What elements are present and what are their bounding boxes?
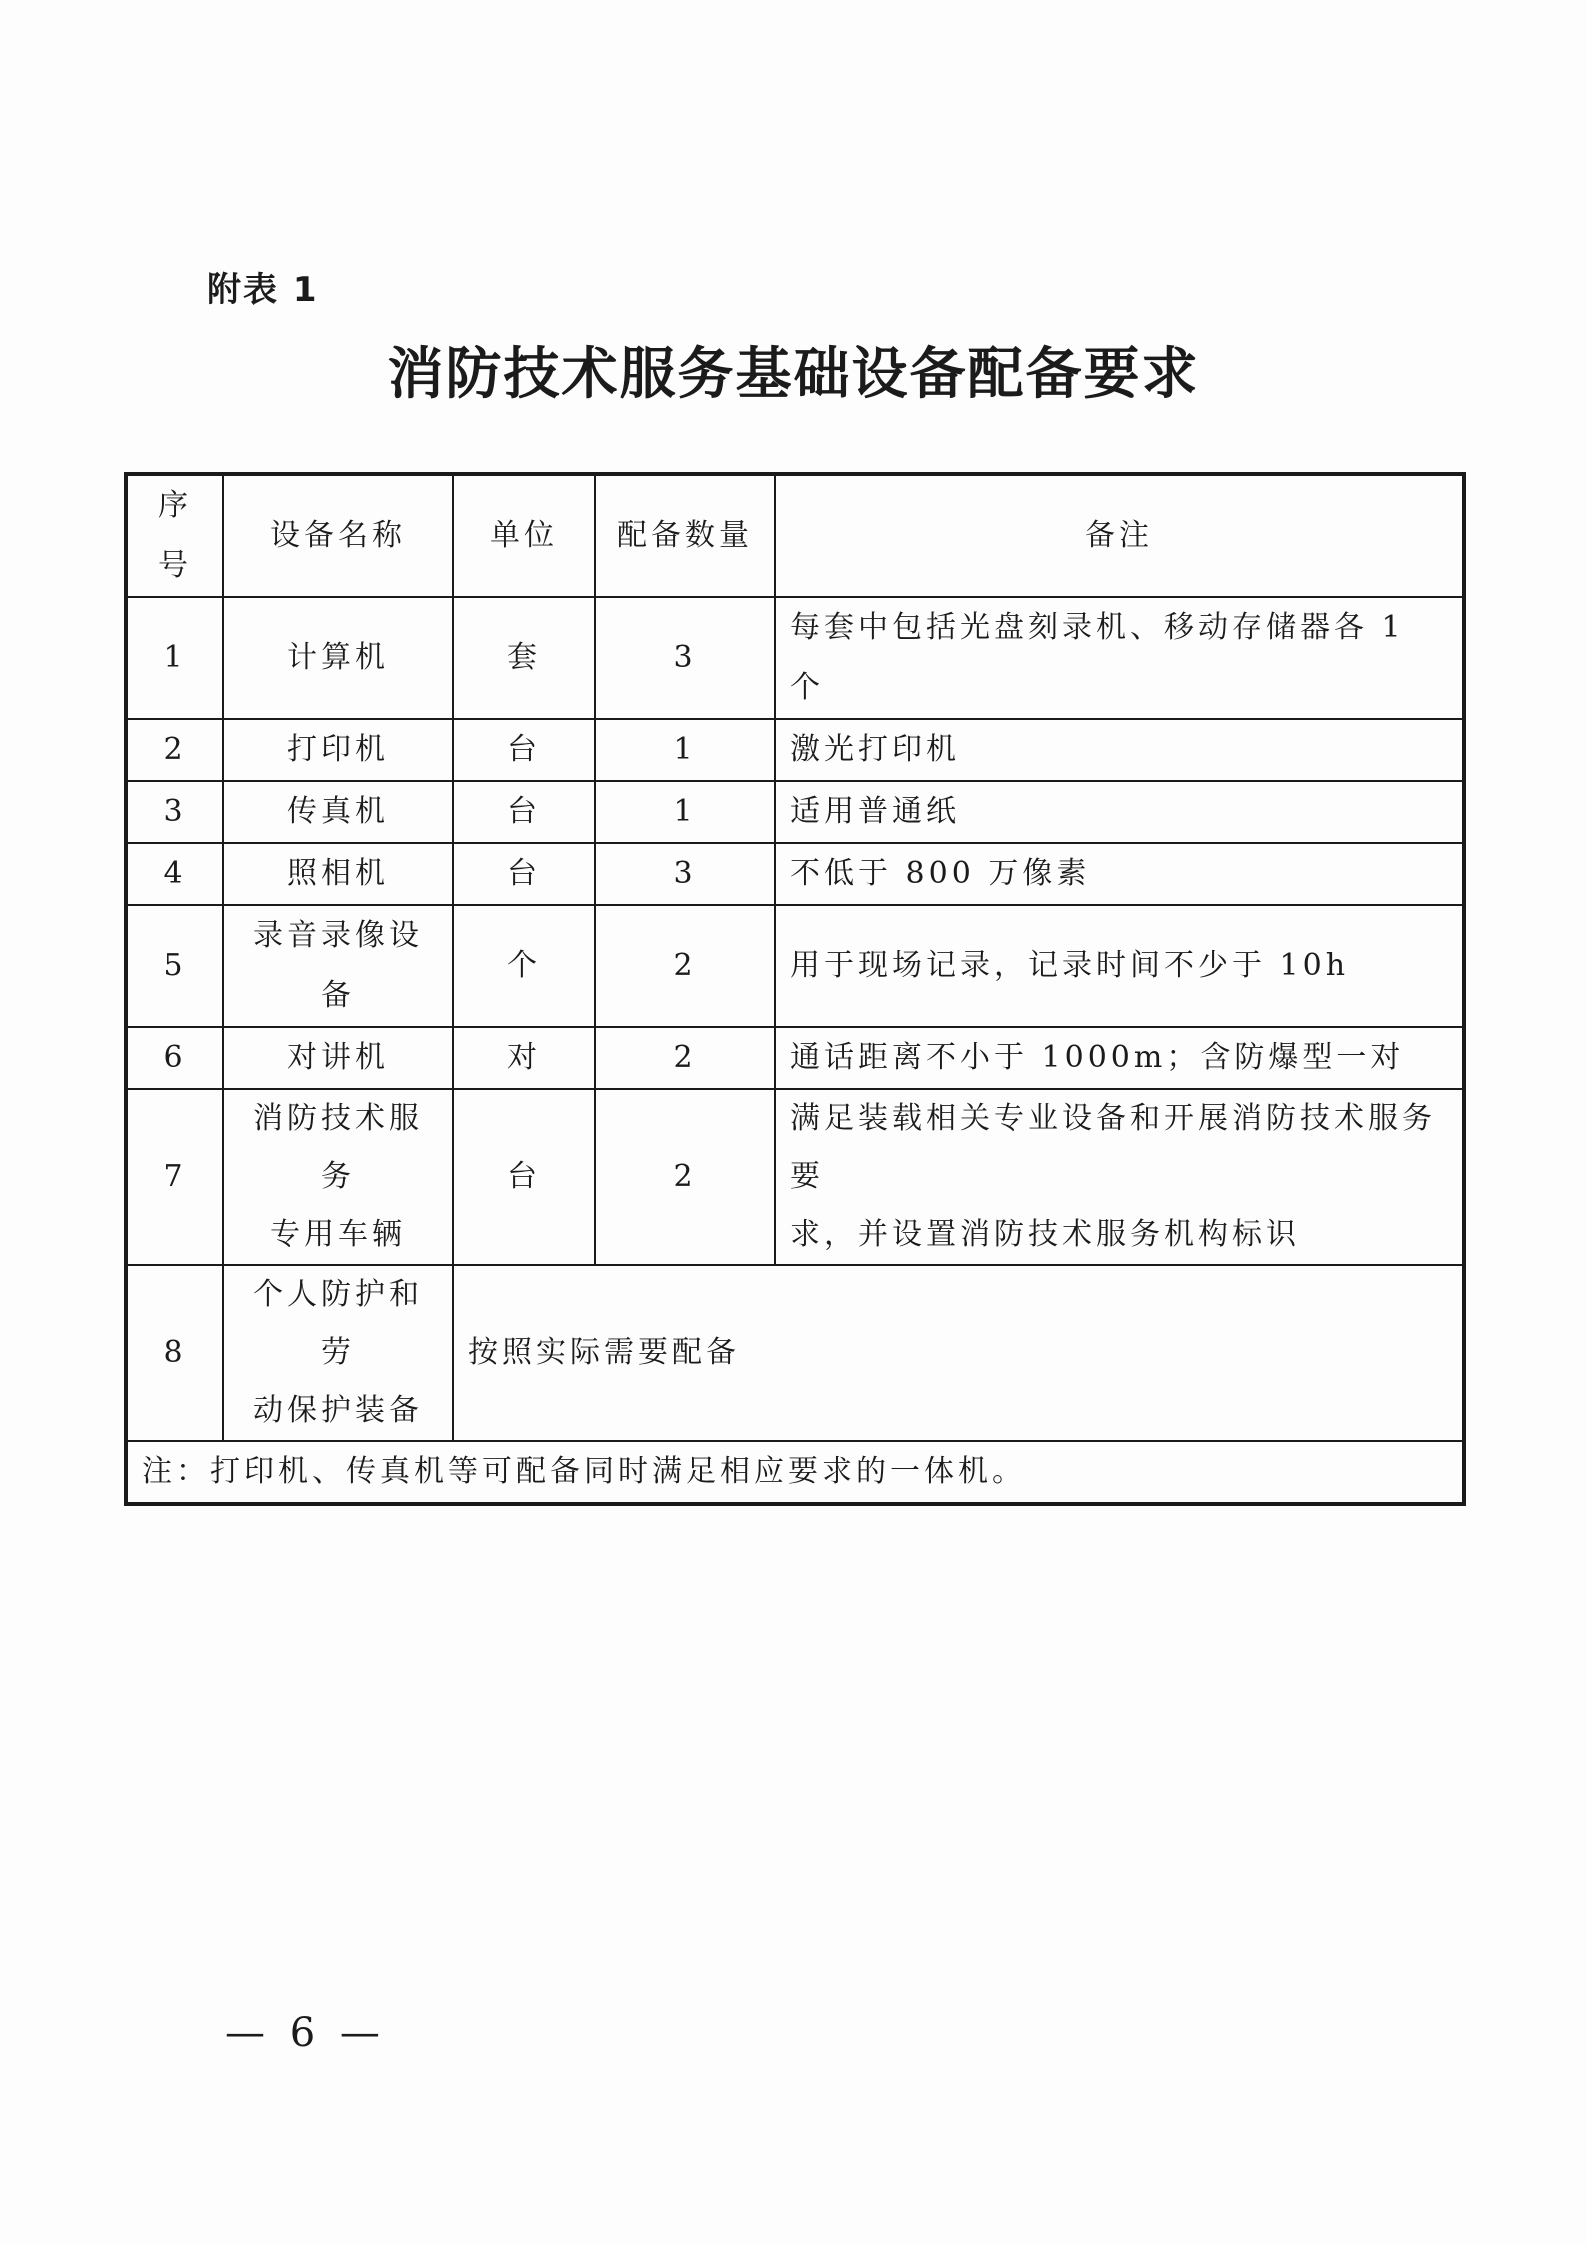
header-unit: 单位 [453,474,595,597]
cell-seq: 6 [126,1027,223,1089]
cell-name [223,1265,453,1441]
table-row [126,843,1464,905]
cell-name-line: 动保护装备 [253,1393,423,1428]
cell-remark: 每套中包括光盘刻录机、移动存储器各 1 个 [775,597,1464,719]
table-row [126,905,1464,1027]
cell-seq: 2 [126,719,223,781]
cell-seq: 1 [126,597,223,719]
cell-qty: 1 [595,719,775,781]
cell-qty: 2 [595,905,775,1027]
cell-remark-line: 求，并设置消防技术服务机构标识 [790,1217,1300,1252]
cell-remark-line: 满足装载相关专业设备和开展消防技术服务要 [790,1101,1436,1194]
cell-name-line: 个人防护和劳 [253,1277,423,1370]
cell-qty: 2 [595,1089,775,1265]
cell-qty: 3 [595,843,775,905]
cell-remark [775,1089,1464,1265]
table-row [126,781,1464,843]
cell-unit: 个 [453,905,595,1027]
cell-qty: 2 [595,1027,775,1089]
cell-name: 对讲机 [223,1027,453,1089]
header-name: 设备名称 [223,474,453,597]
cell-merged-remark: 按照实际需要配备 [453,1265,1464,1441]
cell-unit: 对 [453,1027,595,1089]
page-title: 消防技术服务基础设备配备要求 [387,341,1200,407]
cell-name-line: 消防技术服务 [253,1101,423,1194]
cell-unit: 台 [453,781,595,843]
cell-name-line: 专用车辆 [270,1217,406,1252]
cell-qty: 3 [595,597,775,719]
cell-qty: 1 [595,781,775,843]
table-row [126,597,1464,719]
cell-seq: 7 [126,1089,223,1265]
cell-remark: 通话距离不小于 1000m；含防爆型一对 [775,1027,1464,1089]
cell-name: 照相机 [223,843,453,905]
page-number: — 6 — [225,2010,386,2056]
cell-unit: 台 [453,1089,595,1265]
table-note-row [126,1441,1464,1504]
cell-name: 打印机 [223,719,453,781]
cell-seq: 4 [126,843,223,905]
cell-name: 计算机 [223,597,453,719]
cell-name: 录音录像设备 [223,905,453,1027]
cell-unit: 台 [453,843,595,905]
cell-seq: 8 [126,1265,223,1441]
table-header-row [126,474,1464,597]
header-remark: 备注 [775,474,1464,597]
cell-remark: 激光打印机 [775,719,1464,781]
header-qty: 配备数量 [595,474,775,597]
cell-remark: 不低于 800 万像素 [775,843,1464,905]
cell-remark: 用于现场记录，记录时间不少于 10h [775,905,1464,1027]
table-row [126,1089,1464,1265]
header-seq: 序号 [126,474,223,597]
cell-remark: 适用普通纸 [775,781,1464,843]
cell-name: 传真机 [223,781,453,843]
table-row [126,1027,1464,1089]
cell-name [223,1089,453,1265]
table-row [126,719,1464,781]
table-row [126,1265,1464,1441]
cell-unit: 台 [453,719,595,781]
table-note: 注：打印机、传真机等可配备同时满足相应要求的一体机。 [126,1441,1464,1504]
equipment-table [124,472,1466,1506]
attachment-label: 附表 1 [207,270,319,310]
cell-seq: 5 [126,905,223,1027]
cell-seq: 3 [126,781,223,843]
cell-unit: 套 [453,597,595,719]
